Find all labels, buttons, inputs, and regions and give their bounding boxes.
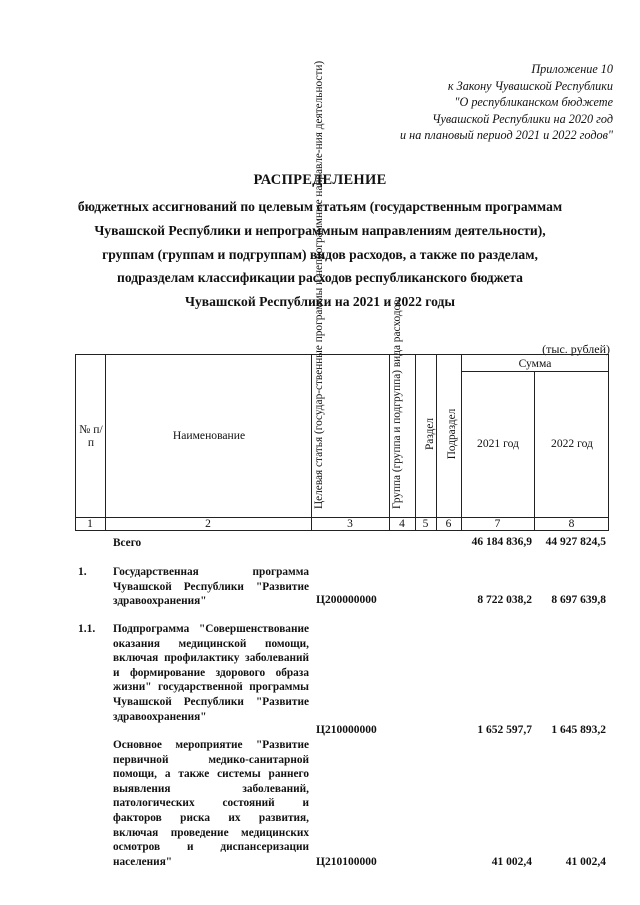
row-activity-2022: 41 002,4 [565,856,606,868]
appendix-line: и на плановый период 2021 и 2022 годов" [400,128,613,142]
column-number: 3 [347,518,353,530]
header-no: № п/п [79,423,103,449]
header-2021: 2021 год [477,437,519,450]
grid-line [389,354,390,531]
grid-line [75,530,609,531]
appendix-line: Чувашской Республики на 2020 год [432,111,613,126]
row-total-2022: 44 927 824,5 [545,536,606,548]
row-1-code: Ц200000000 [316,594,377,606]
grid-line [461,371,609,372]
grid-line [75,354,609,355]
header-name: Наименование [172,429,246,442]
document-title: РАСПРЕДЕЛЕНИЕ [253,172,387,188]
row-1-2022: 8 697 639,8 [551,594,606,606]
row-activity-name: Основное мероприятие "Развитие первичной медико-санитарной помощи, а также системы раннего выявления заболеваний, патологических состояний и факторов риска их развития, включая проведение медицинских осмотров и диспансеризации населения" [113,739,309,868]
row-1-1-name: Подпрограмма "Совершенствование оказания медицинской помощи, включая профилактику заболеваний и формирование здорового образа жизни" государственной программы Чувашской Республики "Развитие здравоохранения" [113,623,309,723]
row-1-name: Государственная программа Чувашской Республики "Развитие здравоохранения" [113,566,309,608]
grid-line [75,354,76,531]
row-1-1-2022: 1 645 893,2 [551,724,606,736]
row-total-2021: 46 184 836,9 [471,536,532,548]
header-sum: Сумма [518,357,552,370]
row-total-name: Всего [113,537,142,549]
header-target-item: Целевая статья (государ-ственные программы и непрограммные направле-ния деятельности) [313,60,325,509]
unit-label: (тыс. рублей) [542,342,610,356]
appendix-line: Приложение 10 [531,62,613,76]
column-number: 2 [205,518,211,530]
appendix-line: к Закону Чувашской Республики [447,78,613,93]
column-number: 6 [445,518,452,530]
row-1-1-code: Ц210000000 [316,724,377,736]
grid-line [415,354,416,531]
column-number: 8 [568,518,575,530]
subtitle-line: Чувашской Республики и непрограммным направлениям деятельности), [94,222,546,238]
header-expense-group: Группа (группа и подгруппа) вида расходов [391,299,403,509]
row-number: 1.1. [78,623,96,635]
subtitle-line: подразделам классификации расходов республиканского бюджета [117,270,523,286]
subtitle-line: группам (группам и подгруппам) видов расходов, а также по разделам, [102,246,538,262]
column-number: 4 [399,518,405,530]
row-activity-2021: 41 002,4 [491,856,532,868]
appendix-note [313,61,613,144]
subtitle-line: Чувашской Республики на 2021 и 2022 годы [184,294,456,310]
appendix-line: "О республиканском бюджете [454,95,613,109]
header-subsection: Подраздел [446,408,458,460]
row-1-2021: 8 722 038,2 [477,594,532,606]
row-1-1-2021: 1 652 597,7 [477,724,532,736]
column-number: 7 [494,518,501,530]
subtitle-line: бюджетных ассигнований по целевым статьям (государственным программам [77,199,563,214]
grid-line [311,354,312,531]
row-number: 1. [78,566,87,578]
grid-line [534,371,535,531]
column-number: 1 [87,518,93,530]
column-number: 5 [422,518,429,530]
grid-line [105,354,106,531]
row-activity-code: Ц210100000 [316,856,377,868]
header-2022: 2022 год [551,437,593,450]
header-section: Раздел [424,418,436,450]
